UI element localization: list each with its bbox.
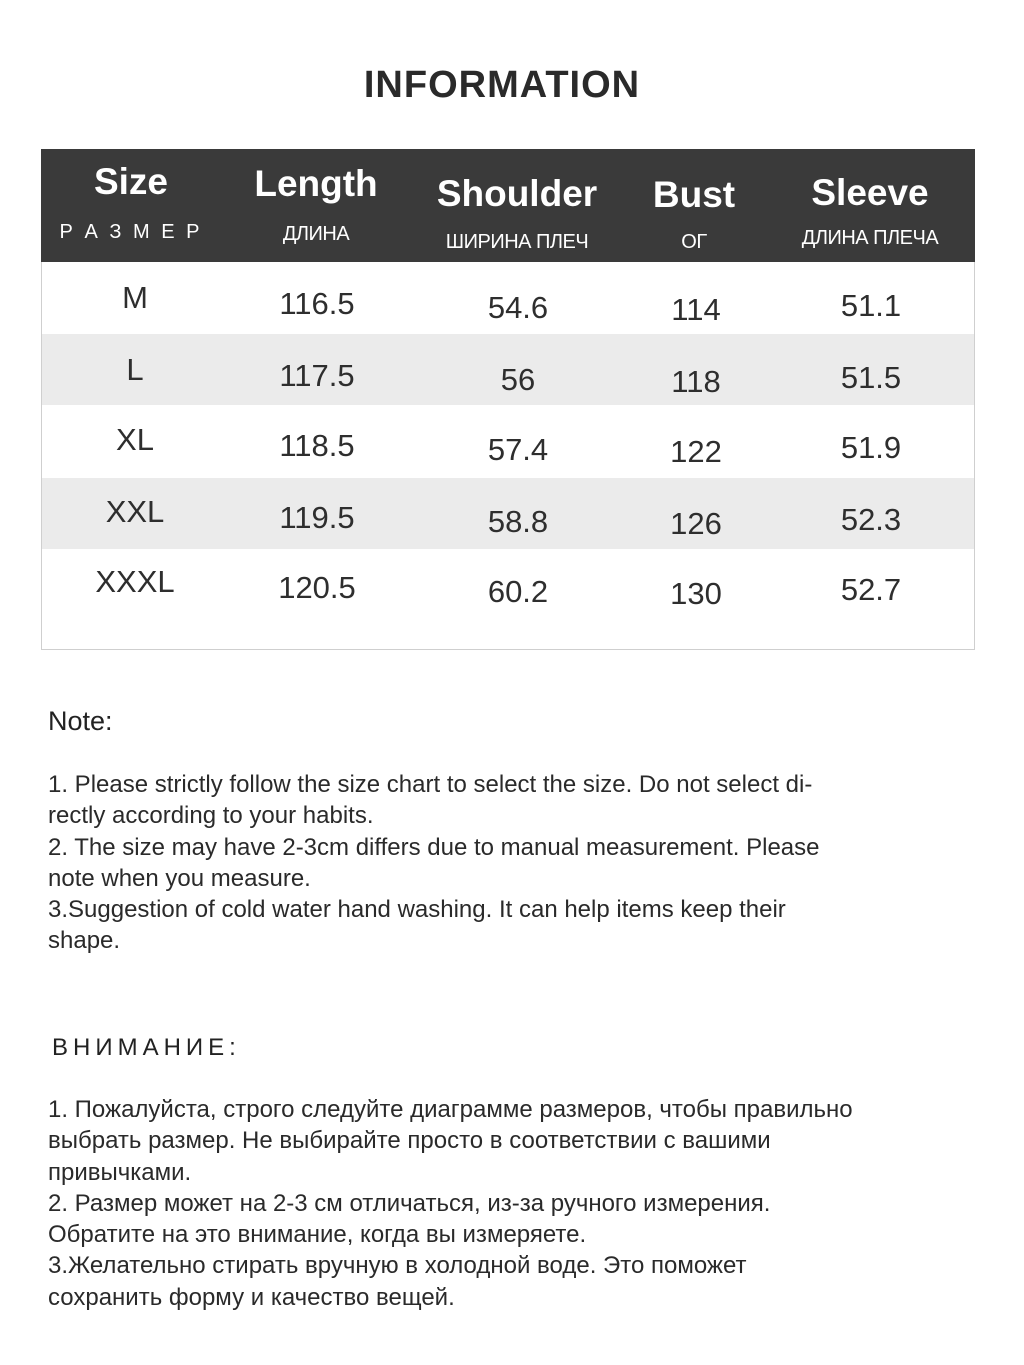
header-bust-ru: ОГ [681, 231, 707, 253]
header-length-ru: ДЛИНА [282, 223, 350, 245]
header-size-en: Size [93, 161, 169, 202]
shoulder-cell: 56 [500, 362, 536, 397]
note-line: 2. The size may have 2-3cm differs due to manual measurement. Please [48, 833, 820, 861]
shoulder-cell: 57.4 [487, 432, 549, 467]
sleeve-cell: 51.1 [840, 288, 902, 323]
header-length [221, 149, 411, 262]
note-line: 1. Пожалуйста, строго следуйте диаграмме размеров, чтобы правильно [48, 1096, 853, 1123]
header-length-en: Length [254, 163, 378, 204]
note-line: сохранить форму и качество вещей. [48, 1283, 455, 1311]
note-line: 1. Please strictly follow the size chart to select the size. Do not select di- [48, 771, 813, 798]
header-sleeve-en: Sleeve [811, 172, 929, 213]
table-row [42, 478, 974, 549]
header-bust-en: Bust [652, 174, 736, 215]
header-shoulder [411, 149, 623, 262]
length-cell: 118.5 [279, 428, 355, 463]
note-en-text [48, 769, 978, 957]
header-shoulder-ru: ШИРИНА ПЛЕЧ [445, 231, 589, 253]
table-row [42, 406, 974, 477]
size-cell: XXL [105, 494, 165, 529]
size-table [41, 149, 975, 650]
sleeve-cell: 51.9 [840, 430, 902, 465]
table-row [42, 334, 974, 405]
bust-cell: 122 [670, 434, 722, 469]
table-header [41, 149, 975, 262]
note-line: rectly according to your habits. [48, 802, 374, 830]
page-title: INFORMATION [363, 64, 641, 106]
bust-cell: 118 [671, 364, 721, 399]
header-sleeve-ru: ДЛИНА ПЛЕЧА [801, 227, 939, 249]
note-ru-text [48, 1094, 978, 1313]
note-line: выбрать размер. Не выбирайте просто в соответствии с вашими [48, 1127, 771, 1155]
header-size [41, 149, 221, 262]
length-cell: 117.5 [279, 358, 355, 393]
note-line: Обратите на это внимание, когда вы измеряете. [48, 1221, 587, 1249]
sleeve-cell: 52.3 [840, 502, 902, 537]
note-line: note when you measure. [48, 864, 311, 892]
header-size-ru: Р А З М Е Р [59, 221, 203, 243]
size-cell: XXXL [95, 564, 175, 599]
header-bust [623, 149, 765, 262]
note-line: 2. Размер может на 2-3 см отличаться, из-за ручного измерения. [48, 1189, 771, 1217]
note-line: shape. [48, 927, 121, 955]
header-sleeve [765, 149, 975, 262]
shoulder-cell: 60.2 [487, 574, 549, 609]
note-line: привычками. [48, 1158, 192, 1186]
note-line: 3.Suggestion of cold water hand washing. It can help items keep their [48, 896, 786, 924]
size-cell: L [126, 352, 144, 387]
bust-cell: 126 [670, 506, 722, 541]
bust-cell: 130 [670, 576, 722, 611]
bust-cell: 114 [671, 292, 721, 327]
header-shoulder-en: Shoulder [436, 173, 598, 214]
length-cell: 120.5 [278, 570, 356, 605]
length-cell: 116.5 [279, 286, 355, 321]
size-cell: XL [116, 422, 154, 457]
sleeve-cell: 52.7 [840, 572, 902, 607]
shoulder-cell: 54.6 [487, 290, 549, 325]
sleeve-cell: 51.5 [840, 360, 902, 395]
table-row [42, 262, 974, 333]
note-line: 3.Желательно стирать вручную в холодной воде. Это поможет [48, 1252, 747, 1280]
shoulder-cell: 58.8 [487, 504, 549, 539]
note-heading: Note: [48, 706, 113, 736]
table-row [42, 550, 974, 621]
note-ru-heading: ВНИМАНИЕ: [52, 1034, 241, 1061]
size-cell: M [122, 280, 148, 315]
length-cell: 119.5 [279, 500, 355, 535]
